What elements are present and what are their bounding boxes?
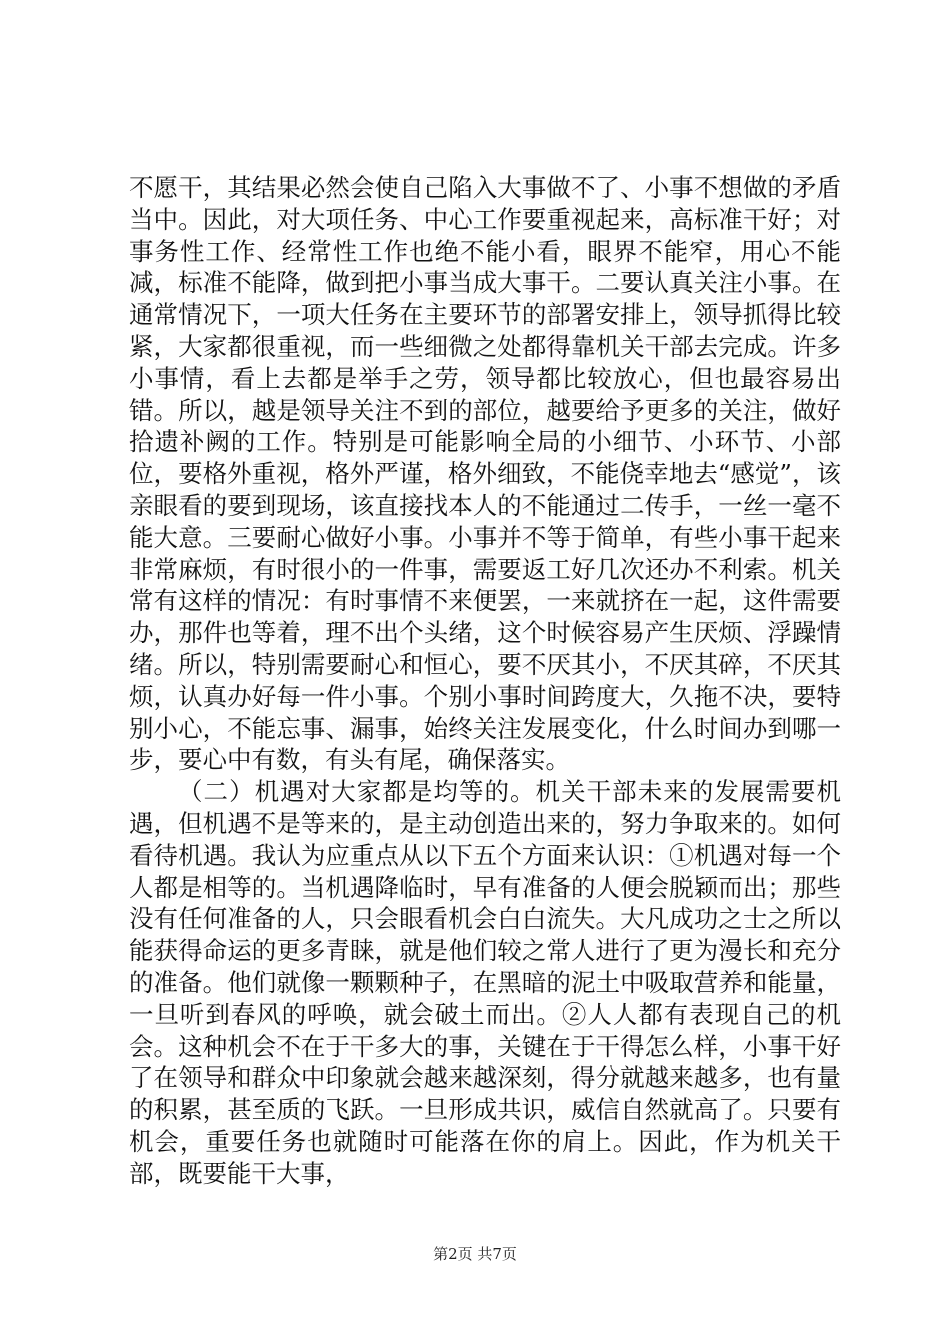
page-footer: 第2页 共7页: [433, 1245, 517, 1263]
document-body: [129, 172, 841, 1190]
body-paragraph-2: （二）机遇对大家都是均等的。机关干部未来的发展需要机遇，但机遇不是等来的，是主动创造出来的，努力争取来的。如何看待机遇。我认为应重点从以下五个方面来认识：①机遇对每一个人都是相等的。当机遇降临时，早有准备的人便会脱颖而出；那些没有任何准备的人，只会眼看机会白白流失。大凡成功之士之所以能获得命运的更多青睐，就是他们较之常人进行了更为漫长和充分的准备。他们就像一颗颗种子，在黑暗的泥土中吸取营养和能量，一旦听到春风的呼唤，就会破土而出。②人人都有表现自己的机会。这种机会不在于干多大的事，关键在于干得怎么样，小事干好了在领导和群众中印象就会越来越深刻，得分就越来越多，也有量的积累，甚至质的飞跃。一旦形成共识，威信自然就高了。只要有机会，重要任务也就随时可能落在你的肩上。因此，作为机关干部，既要能干大事，: [129, 777, 841, 1188]
body-paragraph-1: 不愿干，其结果必然会使自己陷入大事做不了、小事不想做的矛盾当中。因此，对大项任务、中心工作要重视起来，高标准干好；对事务性工作、经常性工作也绝不能小看，眼界不能窄，用心不能减，标准不能降，做到把小事当成大事干。二要认真关注小事。在通常情况下，一项大任务在主要环节的部署安排上，领导抓得比较紧，大家都很重视，而一些细微之处都得靠机关干部去完成。许多小事情，看上去都是举手之劳，领导都比较放心，但也最容易出错。所以，越是领导关注不到的部位，越要给予更多的关注，做好拾遗补阙的工作。特别是可能影响全局的小细节、小环节、小部位，要格外重视，格外严谨，格外细致，不能侥幸地去“感觉”，该亲眼看的要到现场，该直接找本人的不能通过二传手，一丝一毫不能大意。三要耐心做好小事。小事并不等于简单，有些小事干起来非常麻烦，有时很小的一件事，需要返工好几次还办不利索。机关常有这样的情况：有时事情不来便罢，一来就挤在一起，这件需要办，那件也等着，理不出个头绪，这个时候容易产生厌烦、浮躁情绪。所以，特别需要耐心和恒心，要不厌其小，不厌其碎，不厌其烦，认真办好每一件小事。个别小事时间跨度大，久拖不决，要特别小心，不能忘事、漏事，始终关注发展变化，什么时间办到哪一步，要心中有数，有头有尾，确保落实。: [129, 173, 841, 775]
